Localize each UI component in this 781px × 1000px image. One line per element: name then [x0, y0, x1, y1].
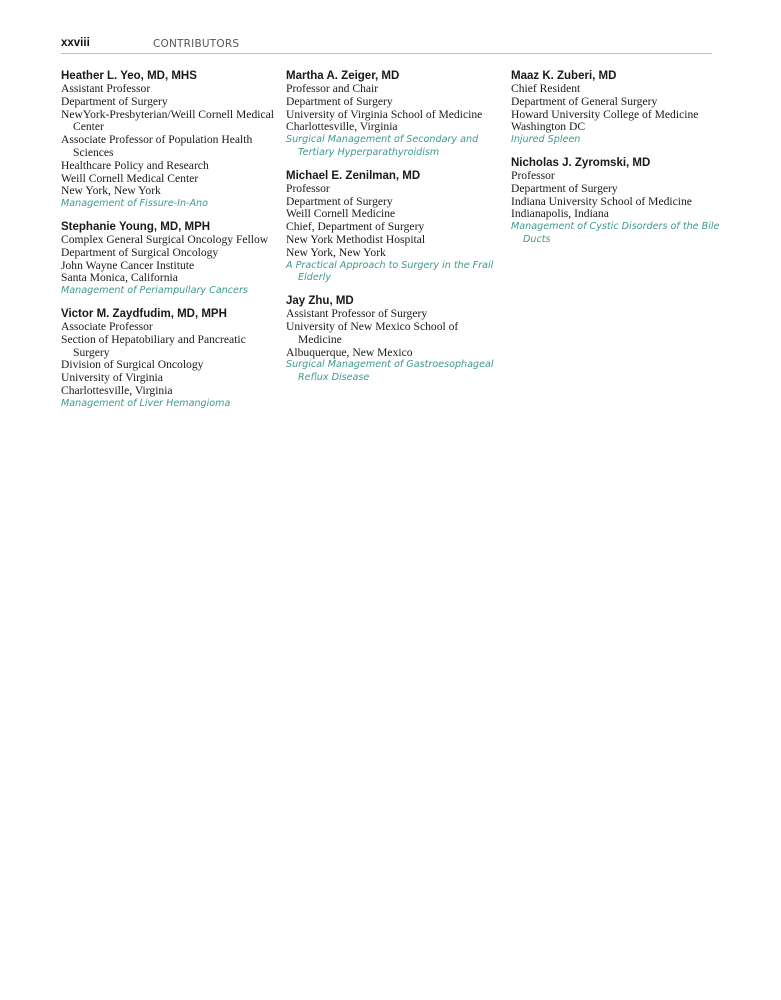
affiliation-line: Complex General Surgical Oncology Fellow [61, 232, 269, 246]
contributor-name: Heather L. Yeo, MD, MHS [61, 70, 197, 82]
affiliation-line: Professor [286, 181, 330, 195]
affiliation-line: Section of Hepatobiliary and Pancreatic Surgery [61, 332, 246, 359]
contributor-entry [61, 69, 279, 211]
affiliation-line: Howard University College of Medicine [511, 107, 699, 121]
affiliation-line: Chief Resident [511, 82, 581, 95]
affiliation-line: Weill Cornell Medicine [286, 207, 396, 221]
contributor-name: Victor M. Zaydfudim, MD, MPH [61, 307, 227, 320]
contributor-name: Nicholas J. Zyromski, MD [511, 156, 651, 169]
contributor-name: Jay Zhu, MD [286, 295, 354, 308]
affiliation-line: Indianapolis, Indiana [511, 207, 609, 221]
affiliation-line: Department of Surgery [511, 181, 618, 195]
contributor-entry [511, 156, 729, 247]
chapter-title: A Practical Approach to Surgery in the Frail Elderly [286, 259, 494, 284]
affiliation-line: University of New Mexico School of Medicine [286, 319, 459, 346]
affiliation-line: Assistant Professor [61, 82, 151, 95]
contributor-entry [286, 69, 504, 160]
contributor-name: Michael E. Zenilman, MD [286, 169, 421, 182]
affiliation-line: Charlottesville, Virginia [286, 120, 398, 134]
contributor-entry [286, 169, 504, 285]
affiliation-line: Santa Monica, California [61, 271, 178, 285]
chapter-title: Injured Spleen [511, 134, 581, 146]
chapter-title: Surgical Management of Gastroesophageal Reflux Disease [286, 359, 494, 384]
affiliation-line: New York, New York [61, 184, 161, 198]
affiliation-line: Indiana University School of Medicine [511, 194, 692, 208]
chapter-title: Surgical Management of Secondary and Tertiary Hyperparathyroidism [286, 134, 479, 158]
affiliation-line: Department of General Surgery [511, 94, 658, 108]
contributor-entry [61, 307, 279, 411]
section-title: CONTRIBUTORS [153, 38, 240, 50]
affiliation-line: NewYork-Presbyterian/Weill Cornell Medical Center [61, 107, 274, 134]
affiliation-line: Weill Cornell Medical Center [61, 171, 199, 185]
contributor-name: Stephanie Young, MD, MPH [61, 220, 211, 233]
affiliation-line: Division of Surgical Oncology [61, 358, 204, 372]
affiliation-line: Chief, Department of Surgery [286, 220, 425, 234]
affiliation-line: New York, New York [286, 245, 386, 259]
chapter-title: Management of Cystic Disorders of the Bile Ducts [511, 221, 720, 245]
affiliation-line: Associate Professor of Population Health Sciences [61, 133, 253, 159]
affiliation-line: Albuquerque, New Mexico [286, 345, 413, 359]
contributors-column-3 [511, 69, 729, 256]
contributor-entry [511, 69, 729, 147]
affiliation-line: Assistant Professor of Surgery [286, 307, 428, 321]
affiliation-line: Professor and Chair [286, 82, 379, 95]
chapter-title: Management of Fissure-In-Ano [61, 198, 208, 210]
affiliation-line: Professor [511, 168, 555, 182]
affiliation-line: University of Virginia [61, 371, 163, 385]
contributor-name: Martha A. Zeiger, MD [286, 70, 400, 82]
affiliation-line: University of Virginia School of Medicine [286, 107, 483, 121]
contributors-column-1 [61, 69, 279, 420]
chapter-title: Management of Periampullary Cancers [61, 285, 248, 297]
affiliation-line: New York Methodist Hospital [286, 232, 426, 246]
affiliation-line: Department of Surgical Oncology [61, 245, 219, 259]
affiliation-line: Washington DC [511, 120, 586, 134]
affiliation-line: John Wayne Cancer Institute [61, 258, 195, 272]
affiliation-line: Department of Surgery [286, 94, 393, 108]
affiliation-line: Charlottesville, Virginia [61, 383, 173, 397]
chapter-title: Management of Liver Hemangioma [61, 397, 231, 409]
affiliation-line: Healthcare Policy and Research [61, 158, 209, 172]
page-number: xxviii [61, 37, 90, 49]
contributor-name: Maaz K. Zuberi, MD [511, 70, 617, 82]
contributors-column-2 [286, 69, 504, 394]
page-header [61, 37, 712, 54]
affiliation-line: Department of Surgery [61, 94, 168, 108]
affiliation-line: Department of Surgery [286, 194, 393, 208]
affiliation-line: Associate Professor [61, 319, 153, 333]
contributor-entry [286, 294, 504, 385]
contributor-entry [61, 220, 279, 298]
